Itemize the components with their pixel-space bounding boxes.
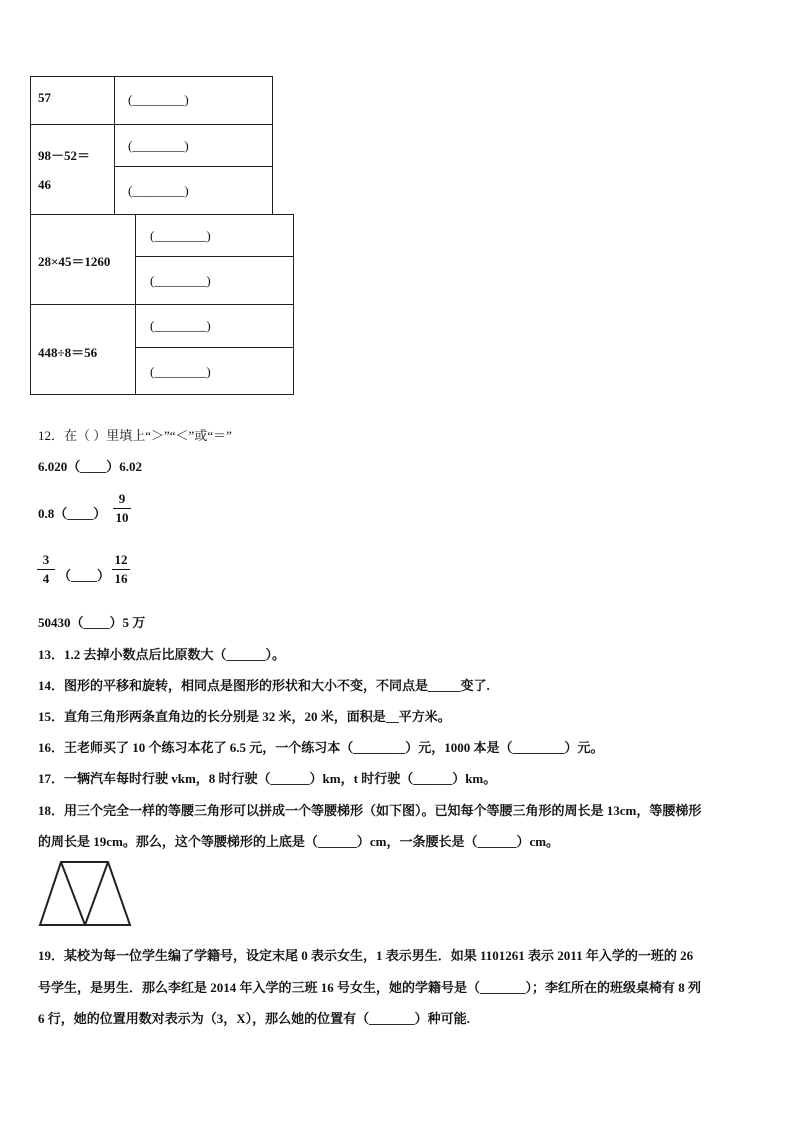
table-blank[interactable]: (________) <box>150 228 211 243</box>
fraction-bar <box>113 508 131 509</box>
fraction-denominator: 16 <box>114 571 128 586</box>
question-16: 16．王老师买了 10 个练习本花了 6.5 元，一个练习本（________）元，1000 本是（________）元。 <box>38 740 604 755</box>
table-cell-98 <box>30 124 115 215</box>
question-18-line2: 的周长是 19cm。那么，这个等腰梯形的上底是（______）cm，一条腰长是（______）cm。 <box>38 834 560 849</box>
fraction-numerator: 3 <box>42 552 50 567</box>
question-12-line2: 0.8（____） <box>38 506 107 521</box>
question-12-line3-blank[interactable]: （____） <box>58 568 111 583</box>
question-12-line4: 50430（____）5 万 <box>38 615 146 630</box>
fraction-numerator: 12 <box>114 552 128 567</box>
question-12-title: 12．在（ ）里填上“＞”“＜”或“＝” <box>38 428 232 443</box>
table-blank[interactable]: (________) <box>150 364 211 379</box>
question-13: 13．1.2 去掉小数点后比原数大（______）。 <box>38 647 286 662</box>
table-blank[interactable]: (________) <box>128 183 189 198</box>
table-label-46: 46 <box>38 177 51 192</box>
table-blank[interactable]: (________) <box>128 92 189 107</box>
fraction-3-4 <box>35 552 57 587</box>
fraction-bar <box>112 569 130 570</box>
question-17: 17．一辆汽车每时行驶 vkm，8 时行驶（______）km，t 时行驶（______）km。 <box>38 771 497 786</box>
fraction-denominator: 4 <box>42 571 50 586</box>
trapezoid-figure <box>38 858 136 930</box>
table-label-28x45: 28×45＝1260 <box>38 254 111 269</box>
table-blank[interactable]: (________) <box>150 318 211 333</box>
question-19-line3: 6 行，她的位置用数对表示为（3，X），那么她的位置有（_______）种可能. <box>38 1011 470 1026</box>
table-label-98: 98－52＝ <box>38 148 91 163</box>
question-19-line2: 号学生，是男生．那么李红是 2014 年入学的三班 16 号女生，她的学籍号是（_______）；李红所在的班级桌椅有 8 列 <box>38 980 702 995</box>
table-blank[interactable]: (________) <box>128 138 189 153</box>
fraction-bar <box>37 569 55 570</box>
question-14: 14．图形的平移和旋转，相同点是图形的形状和大小不变，不同点是_____变了. <box>38 678 490 693</box>
table-blank[interactable]: (________) <box>150 273 211 288</box>
table-label-57: 57 <box>38 90 51 105</box>
fraction-9-10 <box>111 491 133 526</box>
question-19-line1: 19．某校为每一位学生编了学籍号，设定末尾 0 表示女生，1 表示男生．如果 1101261 表示 2011 年入学的一班的 26 <box>38 948 694 963</box>
table-label-448: 448÷8＝56 <box>38 345 98 360</box>
fraction-12-16 <box>110 552 132 587</box>
fraction-denominator: 10 <box>115 510 129 525</box>
fraction-numerator: 9 <box>118 491 126 506</box>
question-15: 15．直角三角形两条直角边的长分别是 32 米，20 米，面积是__平方米。 <box>38 709 451 724</box>
question-18-line1: 18．用三个完全一样的等腰三角形可以拼成一个等腰梯形（如下图）。已知每个等腰三角形的周长是 13cm，等腰梯形 <box>38 803 702 818</box>
question-12-line1: 6.020（____）6.02 <box>38 459 143 474</box>
